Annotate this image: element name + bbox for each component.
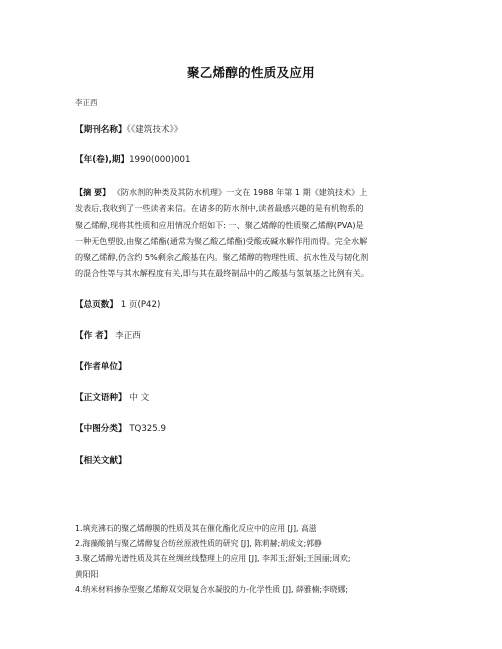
related-doc-item-continuation[interactable]: 黄阳阳 (75, 569, 99, 579)
abstract-line: 的聚乙烯醇,仍含约 5%剩余乙酸基在内。聚乙烯醇的物理性质、抗水性及与韧化剂 (75, 252, 369, 263)
total-pages-label: 【总页数】 (75, 300, 118, 310)
abstract-line: 发表后,我收到了一些读者来信。在诸多的防水剂中,读者最感兴趣的是有机物系的 (75, 203, 364, 214)
journal-value: 《《建筑技术》》 (126, 125, 183, 135)
classification-field (75, 423, 166, 435)
author-value: 李正西 (115, 331, 141, 341)
year-issue-field (75, 154, 190, 166)
journal-field (75, 124, 182, 136)
year-issue-label: 【年(卷),期】 (75, 155, 130, 165)
classification-value: TQ325.9 (129, 424, 166, 434)
language-field (75, 392, 149, 404)
total-pages-value: 1 页(P42) (120, 300, 161, 310)
year-issue-value: 1990(000)001 (129, 155, 191, 165)
related-docs-heading (75, 455, 127, 467)
related-doc-item[interactable]: 4.纳米材料掺杂型聚乙烯醇双交联复合水凝胶的力-化学性质 [J], 薛雅楠;李晓娜; (75, 584, 349, 594)
document-title: 聚乙烯醇的性质及应用 (186, 65, 315, 80)
language-label: 【正文语种】 (75, 393, 127, 403)
abstract-line: 一种无色塑胶,由聚乙烯酯(通常为聚乙酸乙烯酯)受酸或碱水解作用而得。完全水解 (75, 235, 368, 246)
language-value: 中 文 (129, 393, 150, 403)
author-name-top: 李正西 (75, 98, 98, 107)
author-label: 【作 者】 (75, 331, 113, 341)
abstract-line (75, 184, 445, 200)
abstract-block (75, 184, 445, 282)
classification-label: 【中图分类】 (75, 424, 127, 434)
related-docs-label: 【相关文献】 (75, 456, 127, 466)
abstract-line: 聚乙烯醇,现将其性质和应用情况介绍如下: 一、聚乙烯醇的性质聚乙烯醇(PVA)是 (75, 219, 364, 230)
related-doc-item[interactable]: 1.填充沸石的聚乙烯醇膜的性质及其在催化酯化反应中的应用 [J], 高滋 (75, 524, 317, 533)
abstract-line: 的混合性等与其水解程度有关,即与其在最终制品中的乙酸基与氢氧基之比例有关。 (75, 268, 369, 279)
related-doc-item[interactable]: 2.海藻酸钠与聚乙烯醇复合纺丝原液性质的研究 [J], 陈莉赫;胡成文;郭静 (75, 539, 322, 549)
abstract-text: 《防水剂的种类及其防水机理》一文在 1988 年第 1 期《建筑技术》上 (112, 187, 368, 197)
abstract-label: 【摘 要】 (75, 187, 111, 197)
related-docs-list (75, 521, 445, 597)
affiliation-field (75, 361, 127, 373)
affiliation-label: 【作者单位】 (75, 362, 127, 372)
journal-label: 【期刊名称】 (75, 125, 127, 135)
total-pages-field (75, 299, 160, 311)
related-doc-item[interactable]: 3.聚乙烯醇光谱性质及其在丝绸丝线整理上的应用 [J], 李邦玉;舒娟;王国丽;周欢; (75, 554, 351, 564)
author-field (75, 330, 141, 342)
